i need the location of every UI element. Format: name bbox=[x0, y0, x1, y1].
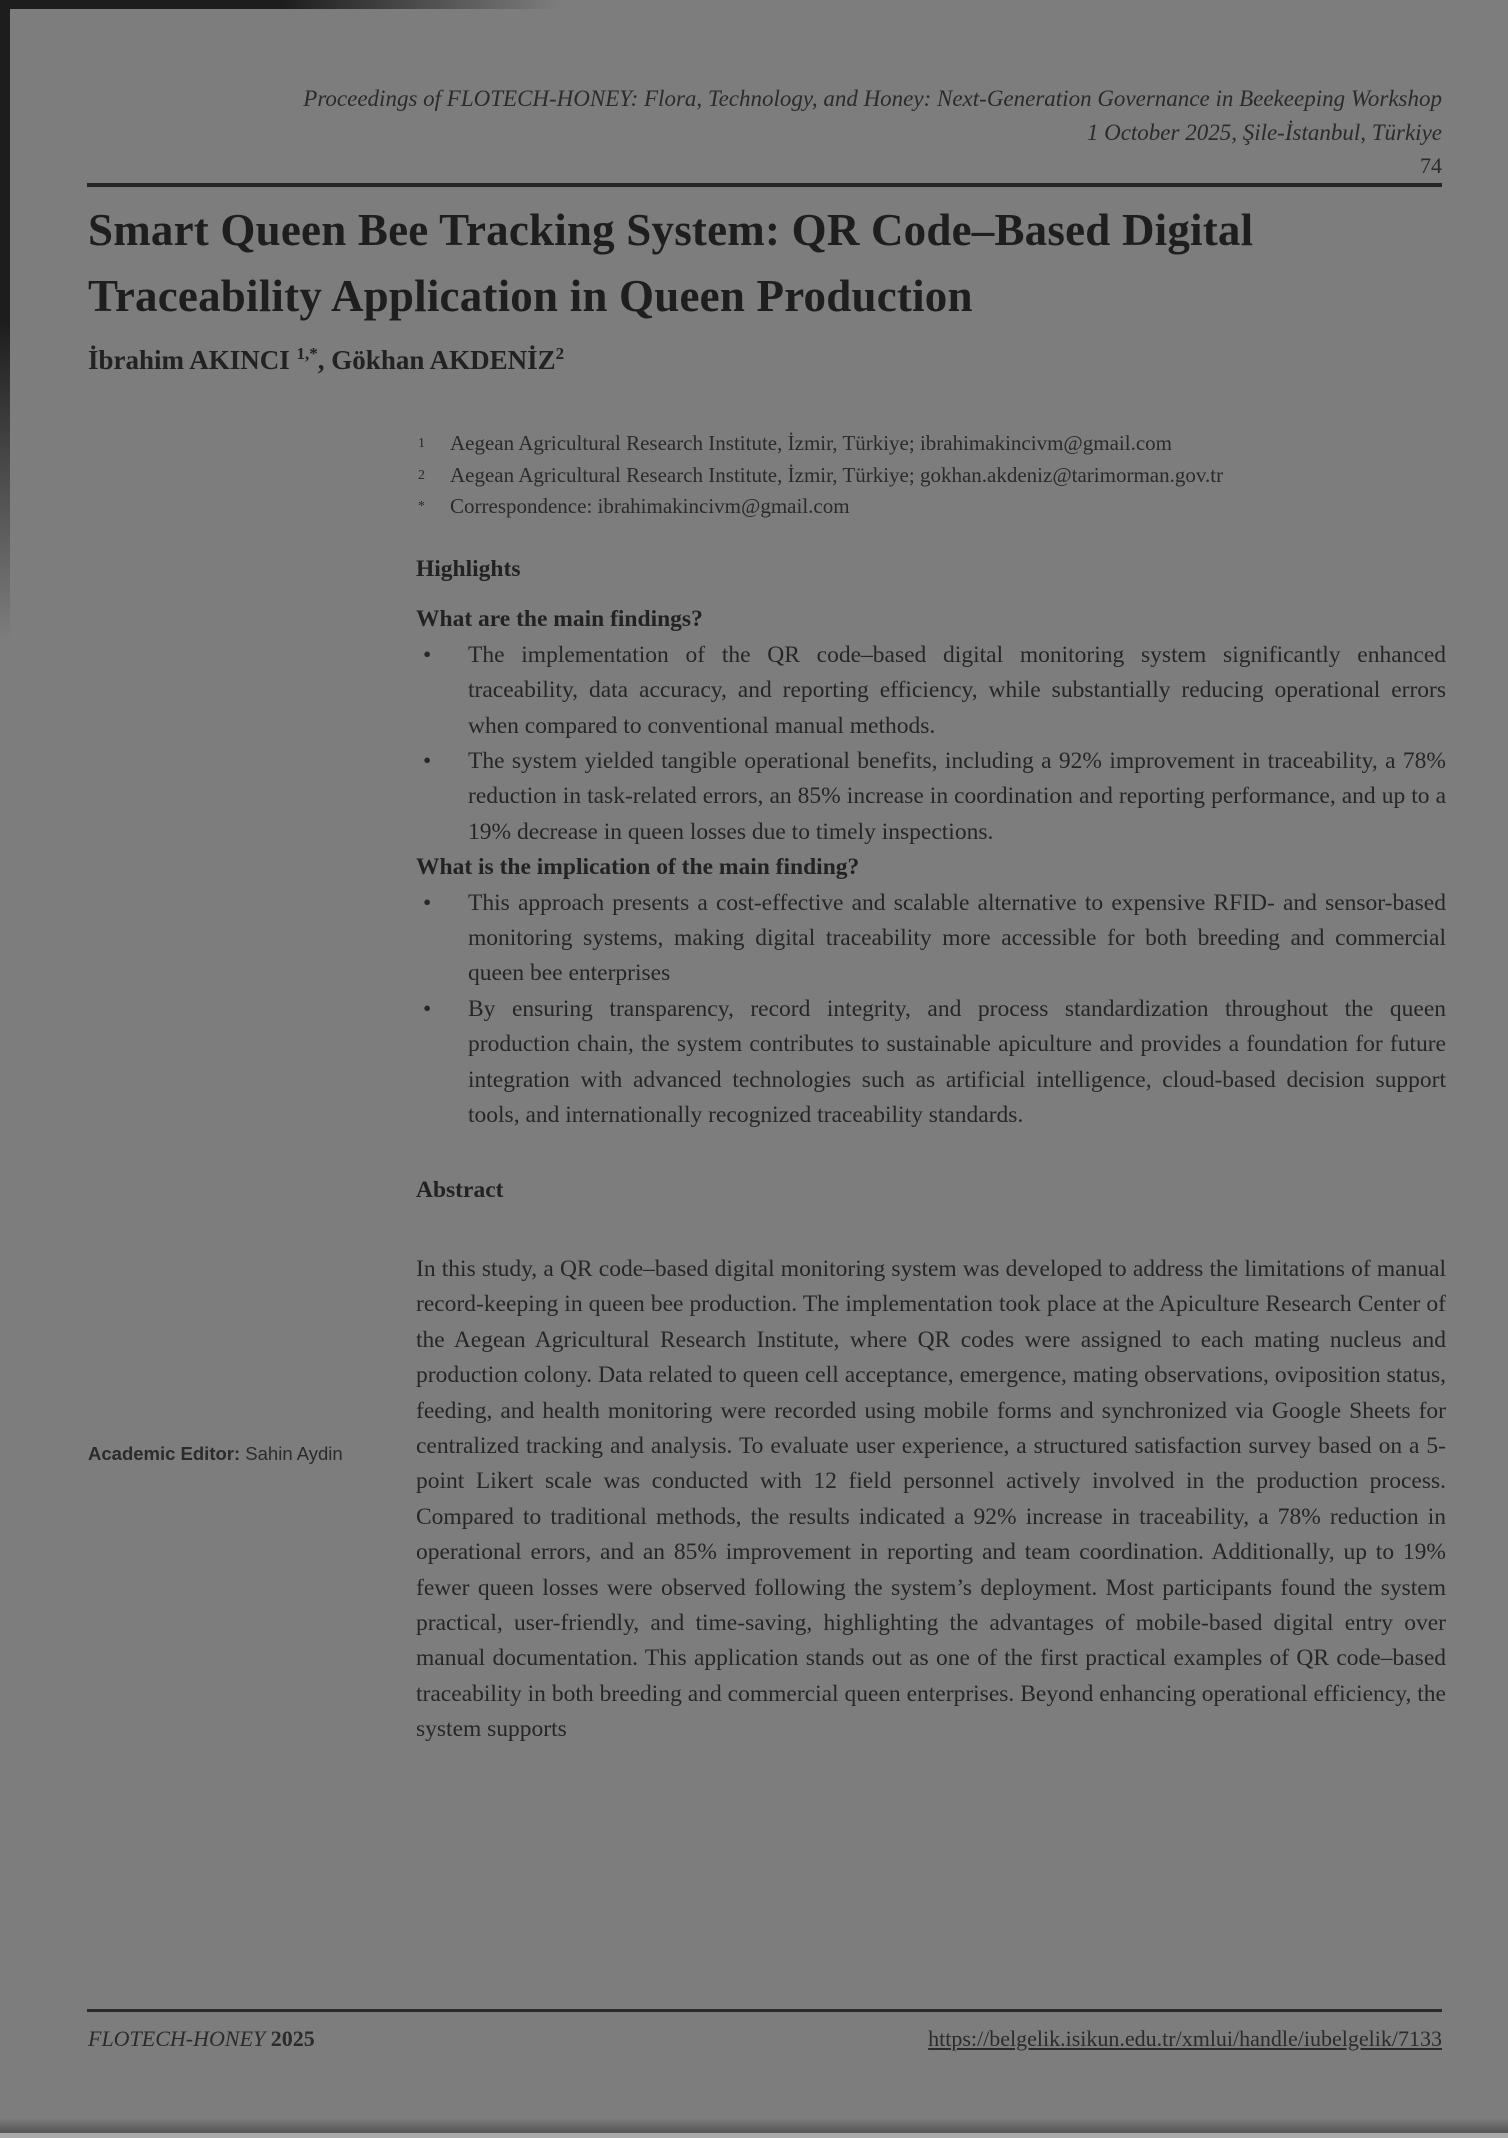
event-date-location: 1 October 2025, Şile-İstanbul, Türkiye bbox=[1086, 120, 1442, 145]
finding-bullet-2 bbox=[416, 744, 1446, 850]
affiliation-2-text: Aegean Agricultural Research Institute, İzmir, Türkiye; gokhan.akdeniz@tarimorman.gov.tr bbox=[450, 462, 1224, 487]
academic-editor-label: Academic Editor: bbox=[88, 1443, 241, 1464]
footer bbox=[88, 2026, 1442, 2052]
affiliation-1-text: Aegean Agricultural Research Institute, İzmir, Türkiye; ibrahimakincivm@gmail.com bbox=[450, 431, 1172, 455]
implication-bullet-list bbox=[416, 886, 1446, 1134]
academic-editor-note bbox=[88, 1443, 408, 1465]
paper-title: Smart Queen Bee Tracking System: QR Code–Based Digital Traceability Application in Queen Production bbox=[88, 205, 1254, 321]
finding-bullet-2-text: The system yielded tangible operational benefits, including a 92% improvement in traceability, a 78% reduction in task-related errors, an 85% increase in coordination and reporting performance, and up to a 19% decrease in queen losses due to timely inspections. bbox=[468, 748, 1446, 845]
scan-edge-bottom-strip bbox=[0, 2133, 1508, 2138]
highlights-heading: Highlights bbox=[416, 556, 521, 582]
correspondence bbox=[416, 491, 1444, 523]
implication-bullet-2-text: By ensuring transparency, record integrity, and process standardization throughout the queen production chain, the system contributes to sustainable apiculture and provides a foundation for future integration with advanced technologies such as artificial intelligence, cloud-based decision support tools, and internationally recognized traceability standards. bbox=[468, 995, 1446, 1129]
header-divider bbox=[87, 183, 1442, 187]
page-number: 74 bbox=[1420, 153, 1442, 178]
author-2-name: , Gökhan AKDENİZ bbox=[317, 345, 556, 375]
footer-year: 2025 bbox=[265, 2026, 315, 2051]
proceedings-line: Proceedings of FLOTECH-HONEY: Flora, Technology, and Honey: Next-Generation Governance in Beekeeping Workshop bbox=[303, 86, 1442, 111]
authors-line bbox=[88, 344, 564, 376]
finding-bullet-1-text: The implementation of the QR code–based digital monitoring system significantly enhanced traceability, data accuracy, and reporting efficiency, while substantially reducing operational errors when compared to conventional manual methods. bbox=[468, 641, 1446, 739]
correspondence-marker: * bbox=[418, 499, 425, 514]
bullet-icon: • bbox=[423, 748, 432, 775]
running-header bbox=[88, 82, 1442, 150]
author-1-name: İbrahim AKINCI bbox=[88, 345, 297, 375]
bullet-icon: • bbox=[423, 995, 432, 1022]
footer-left bbox=[88, 2026, 315, 2052]
affiliation-1-marker: 1 bbox=[418, 436, 425, 451]
implication-bullet-1-text: This approach presents a cost-effective and scalable alternative to expensive RFID- and sensor-based monitoring systems, making digital traceability more accessible for both breeding and commercial queen bee enterprises bbox=[468, 889, 1446, 987]
bullet-icon: • bbox=[423, 641, 432, 668]
findings-bullet-list bbox=[416, 638, 1446, 850]
implication-bullet-1 bbox=[416, 886, 1446, 992]
footer-journal-name: FLOTECH-HONEY bbox=[88, 2026, 266, 2051]
findings-question: What are the main findings? bbox=[416, 606, 703, 633]
affiliation-2-marker: 2 bbox=[418, 467, 425, 483]
author-2-affiliation-marker: 2 bbox=[555, 344, 565, 363]
correspondence-text: Correspondence: ibrahimakincivm@gmail.com bbox=[450, 494, 850, 518]
implication-bullet-2 bbox=[416, 992, 1446, 1134]
bullet-icon: • bbox=[423, 889, 432, 916]
main-text-column bbox=[416, 552, 1446, 1748]
author-1-affiliation-marker: 1,* bbox=[296, 344, 318, 363]
affiliations-block bbox=[416, 428, 1444, 523]
scan-edge-left bbox=[0, 0, 10, 640]
finding-bullet-1 bbox=[416, 638, 1446, 744]
affiliation-1 bbox=[416, 428, 1444, 460]
footer-handle-link[interactable]: https://belgelik.isikun.edu.tr/xmlui/handle/iubelgelik/7133 bbox=[928, 2026, 1442, 2051]
footer-divider bbox=[87, 2009, 1442, 2012]
abstract-heading: Abstract bbox=[416, 1176, 504, 1203]
academic-editor-name: Sahin Aydin bbox=[240, 1443, 343, 1464]
implication-question: What is the implication of the main finding? bbox=[416, 854, 860, 881]
affiliation-2 bbox=[416, 460, 1444, 492]
abstract-text: In this study, a QR code–based digital monitoring system was developed to address the limitations of manual record-keeping in queen bee production. The implementation took place at the Apiculture Research Center of the Aegean Agricultural Research Institute, where QR codes were assigned to each mating nucleus and production colony. Data related to queen cell acceptance, emergence, mating observations, oviposition status, feeding, and health monitoring were recorded using mobile forms and synchronized via Google Sheets for centralized tracking and analysis. To evaluate user experience, a structured satisfaction survey based on a 5-point Likert scale was conducted with 12 field personnel actively involved in the production process. Compared to traditional methods, the results indicated a 92% increase in traceability, a 78% reduction in operational errors, and an 85% improvement in reporting and team coordination. Additionally, up to 19% fewer queen losses were observed following the system’s deployment. Most participants found the system practical, user-friendly, and time-saving, highlighting the advantages of mobile-based digital entry over manual documentation. This application stands out as one of the first practical examples of QR code–based traceability in both breeding and commercial queen enterprises. Beyond enhancing operational efficiency, the system supports bbox=[416, 1255, 1446, 1743]
scan-edge-top bbox=[0, 0, 560, 9]
